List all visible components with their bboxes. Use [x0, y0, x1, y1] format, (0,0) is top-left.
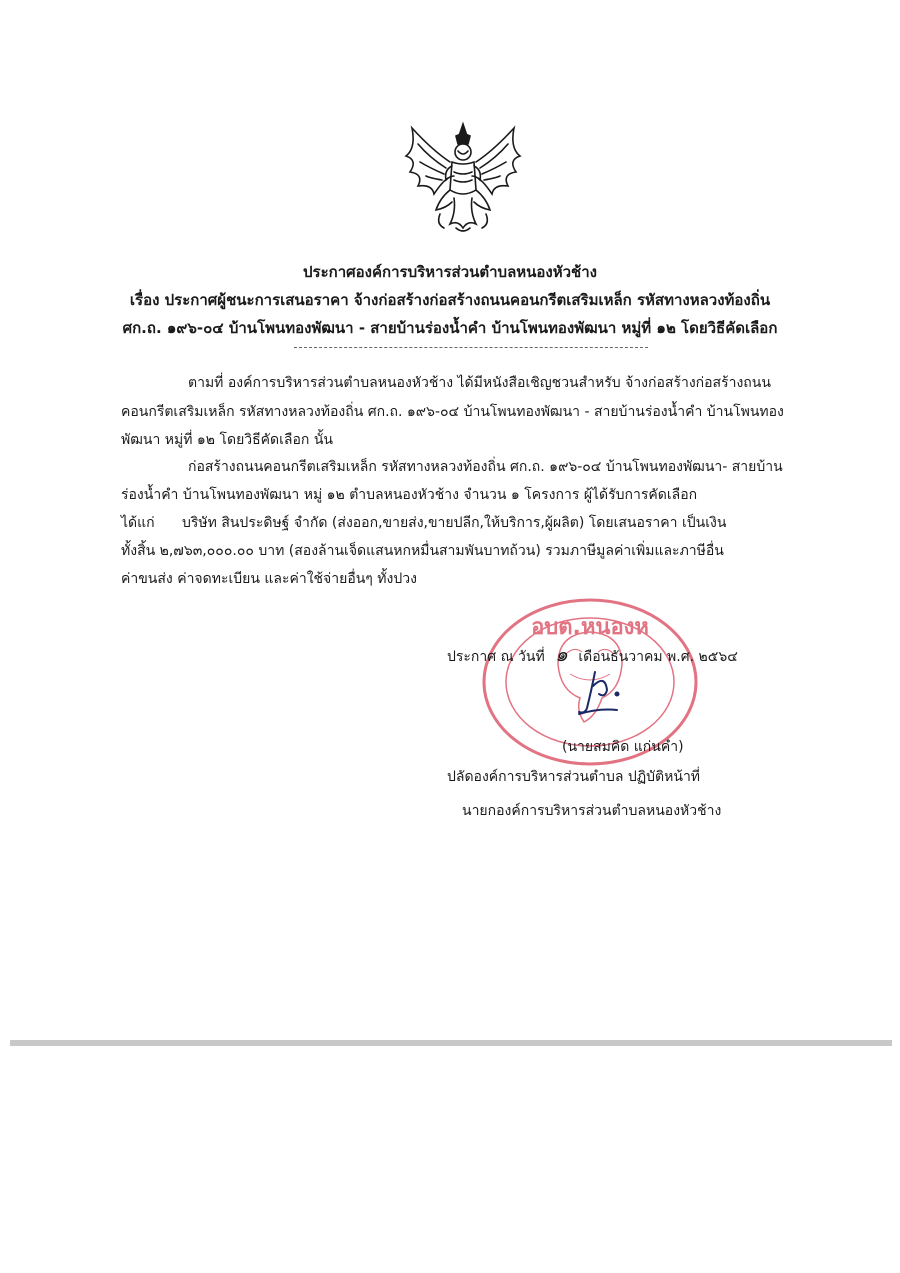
paragraph-2-line-2: ร่องน้ำคำ บ้านโพนทองพัฒนา หมู่ ๑๒ ตำบลหนองหัวช้าง จำนวน ๑ โครงการ ผู้ได้รับการคัดเลือก — [121, 487, 698, 503]
date-prefix: ประกาศ ณ วันที่ — [447, 649, 545, 665]
award-line-2: ทั้งสิ้น ๒,๗๖๓,๐๐๐.๐๐ บาท (สองล้านเจ็ดแสนหกหมื่นสามพันบาทถ้วน) รวมภาษีมูลค่าเพิ่มและภาษีอื่น — [121, 543, 724, 559]
separator-line — [294, 347, 648, 348]
award-line-3: ค่าขนส่ง ค่าจดทะเบียน และค่าใช้จ่ายอื่นๆ ทั้งปวง — [121, 571, 417, 587]
date-day: ๑ — [555, 642, 568, 666]
announcement-title: ประกาศองค์การบริหารส่วนตำบลหนองหัวช้าง — [303, 263, 597, 281]
signatory-position-2: นายกองค์การบริหารส่วนตำบลหนองหัวช้าง — [462, 803, 722, 819]
subject-line-2: ศก.ถ. ๑๙๖-๐๔ บ้านโพนทองพัฒนา - สายบ้านร่องน้ำคำ บ้านโพนทองพัฒนา หมู่ที่ ๑๒ โดยวิธีคัดเลือก — [122, 319, 778, 337]
award-label: ได้แก่ — [121, 515, 155, 531]
signatory-name: (นายสมคิด แก่นคำ) — [562, 739, 684, 755]
date-suffix: เดือนธันวาคม พ.ศ. ๒๕๖๔ — [578, 649, 738, 665]
garuda-emblem-icon — [400, 120, 526, 238]
signatory-position-1: ปลัดองค์การบริหารส่วนตำบล ปฏิบัติหน้าที่ — [447, 769, 701, 785]
paragraph-1-line-2: คอนกรีตเสริมเหล็ก รหัสทางหลวงท้องถิ่น ศก.ถ. ๑๙๖-๐๔ บ้านโพนทองพัฒนา - สายบ้านร่องน้ำคำ บ้านโพนทอง — [121, 404, 784, 420]
paragraph-1-line-3: พัฒนา หมู่ที่ ๑๒ โดยวิธีคัดเลือก นั้น — [121, 432, 333, 448]
page-divider — [10, 1040, 892, 1046]
paragraph-1-line-1: ตามที่ องค์การบริหารส่วนตำบลหนองหัวช้าง ได้มีหนังสือเชิญชวนสำหรับ จ้างก่อสร้างก่อสร้างถนน — [188, 375, 771, 391]
paragraph-2-line-1: ก่อสร้างถนนคอนกรีตเสริมเหล็ก รหัสทางหลวงท้องถิ่น ศก.ถ. ๑๙๖-๐๔ บ้านโพนทองพัฒนา- สายบ้าน — [188, 459, 783, 475]
svg-text:อบต.หนองห: อบต.หนองห — [531, 615, 649, 640]
subject-line-1: เรื่อง ประกาศผู้ชนะการเสนอราคา จ้างก่อสร้างก่อสร้างถนนคอนกรีตเสริมเหล็ก รหัสทางหลวงท้องถิ่น — [129, 291, 771, 309]
handwritten-signature-icon — [565, 664, 645, 724]
award-line-1: บริษัท สินประดิษฐ์ จำกัด (ส่งออก,ขายส่ง,ขายปลีก,ให้บริการ,ผู้ผลิต) โดยเสนอราคา เป็นเงิน — [182, 515, 727, 531]
